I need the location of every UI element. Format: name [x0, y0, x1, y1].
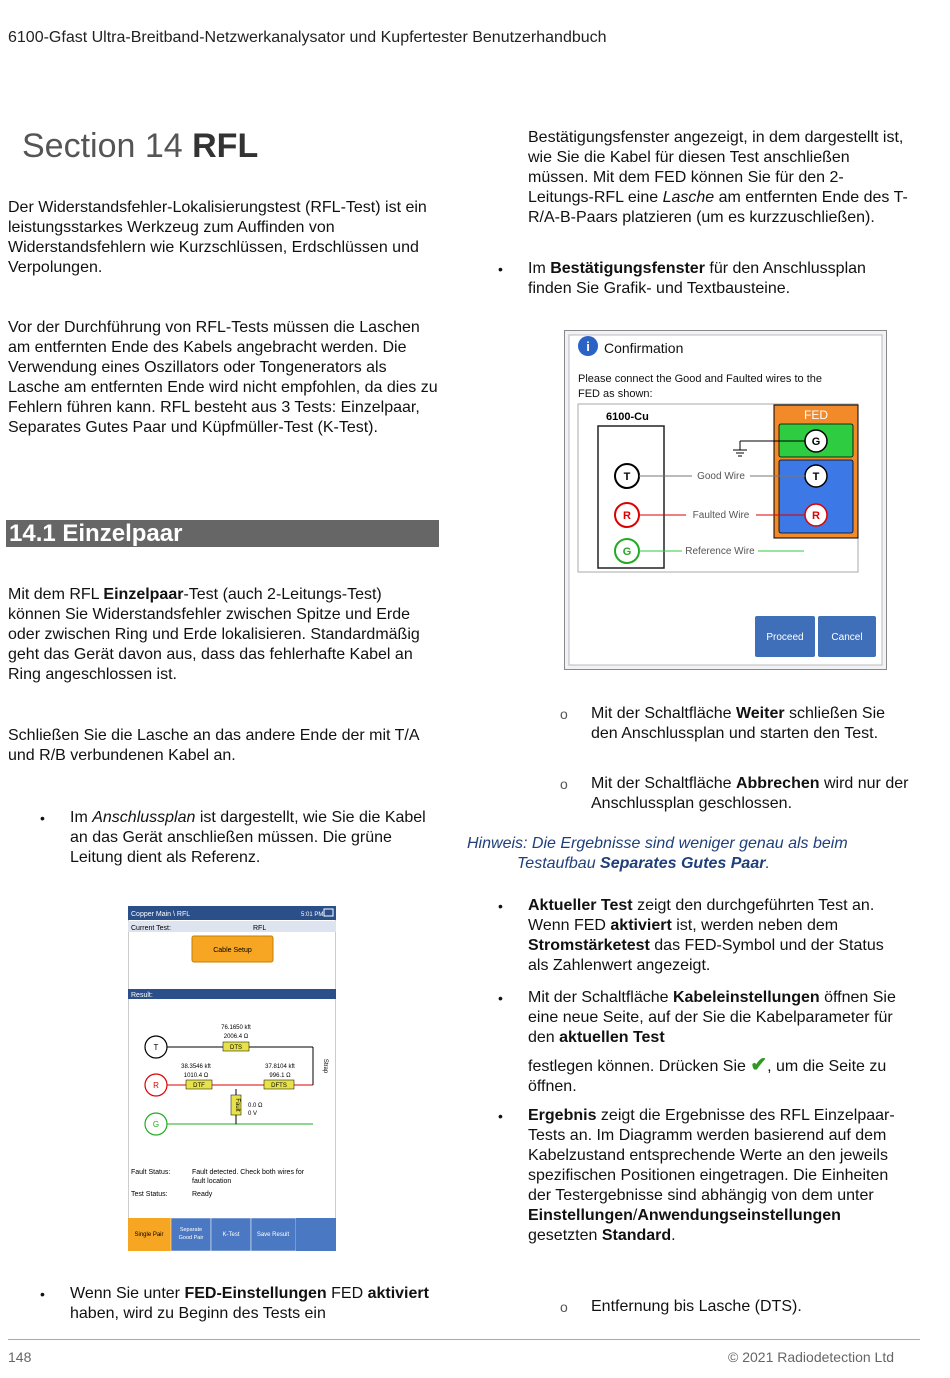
svg-text:R: R: [153, 1081, 159, 1090]
fed-label: FED: [804, 408, 828, 422]
bullet-confirmation-window: Im Bestätigungsfenster für den Anschlussplan finden Sie Grafik- und Textbausteine.: [528, 260, 866, 297]
bullet-current-test: Aktueller Test zeigt den durchgeführten Test an. Wenn FED aktiviert ist, werden neben dem Stromstärketest das FED-Symbol und der Status als Zahlenwert angezeigt.: [528, 897, 884, 974]
svg-text:0 V: 0 V: [248, 1111, 258, 1117]
svg-text:i: i: [586, 339, 590, 354]
svg-text:37.8104 kft: 37.8104 kft: [265, 1064, 295, 1070]
bullet-glyph: •: [498, 990, 503, 1006]
sub-bullet-glyph: o: [560, 706, 568, 722]
section-title: [22, 126, 258, 166]
test-status-value: Ready: [192, 1191, 213, 1198]
strap-paragraph: Schließen Sie die Lasche an das andere Ende der mit T/A und R/B verbundenen Kabel an.: [8, 727, 419, 764]
sub-bullet-dts: Entfernung bis Lasche (DTS).: [591, 1298, 802, 1315]
bullet-glyph: •: [498, 1108, 503, 1124]
svg-text:2006.4 Ω: 2006.4 Ω: [223, 1034, 249, 1040]
svg-text:76.1650 kft: 76.1650 kft: [221, 1025, 251, 1031]
bullet-cable-settings: Mit der Schaltfläche Kabeleinstellungen öffnen Sie eine neue Seite, auf der Sie die Kabelparameter für den aktuellen Test: [528, 989, 896, 1046]
svg-text:T: T: [153, 1043, 159, 1052]
bullet-fed-settings: Wenn Sie unter FED-Einstellungen FED aktiviert haben, wird zu Beginn des Tests ein: [70, 1285, 429, 1322]
bullet-glyph: •: [40, 1286, 45, 1302]
note-line-1: Hinweis: Die Ergebnisse sind weniger genau als beim: [467, 835, 848, 852]
bullet-glyph: •: [40, 810, 45, 826]
fault-status-label: Fault Status:: [131, 1169, 171, 1176]
good-wire-label: Good Wire: [697, 471, 745, 482]
bullet-glyph: •: [498, 898, 503, 914]
intro-paragraph: Der Widerstandsfehler-Lokalisierungstest (RFL-Test) ist ein leistungsstarkes Werkzeug zum Auffinden von Widerstandsfehlern wie Kurzschlüssen, Erdschlüssen und Verpolungen.: [8, 199, 427, 276]
svg-text:Fault: Fault: [234, 1098, 240, 1112]
svg-text:DTS: DTS: [230, 1045, 242, 1051]
test-status-label: Test Status:: [131, 1191, 168, 1198]
check-icon: ✔: [750, 1054, 768, 1076]
svg-text:Save Result: Save Result: [256, 1232, 290, 1238]
svg-text:FED as shown:: FED as shown:: [578, 388, 653, 400]
page-number: 148: [8, 1349, 32, 1365]
single-pair-paragraph: Mit dem RFL Einzelpaar-Test (auch 2-Leitungs-Test) können Sie Widerstandsfehler zwischen Spitze und Erde oder zwischen Ring und Erde lokalisieren. Standardmäßig geht das Gerät davon aus, dass das fehlerhafte Kabel an Ring angeschlossen ist.: [8, 586, 420, 683]
svg-text:DFTS: DFTS: [271, 1083, 287, 1089]
svg-text:R: R: [623, 510, 631, 522]
svg-text:0.0 Ω: 0.0 Ω: [248, 1103, 263, 1109]
svg-text:Good Pair: Good Pair: [178, 1235, 204, 1241]
device-label: 6100-Cu: [606, 411, 649, 423]
dialog-message: Please connect the Good and Faulted wires to the: [578, 373, 822, 385]
svg-text:K-Test: K-Test: [222, 1232, 240, 1238]
bullet-connection-plan: Im Anschlussplan ist dargestellt, wie Sie die Kabel an das Gerät anschließen müssen. Die grüne Leitung dient als Referenz.: [70, 809, 426, 866]
section-name: RFL: [192, 127, 259, 165]
svg-text:fault location: fault location: [192, 1178, 232, 1185]
svg-text:996.1 Ω: 996.1 Ω: [269, 1073, 291, 1079]
note-line-2: Testaufbau Separates Gutes Paar.: [517, 855, 770, 872]
svg-text:38.3546 kft: 38.3546 kft: [181, 1064, 211, 1070]
fault-status-value: Fault detected. Check both wires for: [192, 1169, 305, 1176]
faulted-wire-label: Faulted Wire: [692, 510, 750, 521]
svg-text:Separate: Separate: [179, 1227, 203, 1233]
svg-text:G: G: [152, 1120, 160, 1129]
svg-text:T: T: [812, 471, 820, 483]
svg-text:Cancel: Cancel: [831, 632, 863, 643]
fed-confirmation-paragraph: Bestätigungsfenster angezeigt, in dem dargestellt ist, wie Sie die Kabel für diesen Test anschließen müssen. Mit dem FED können Sie für den 2-Leitungs-RFL eine Lasche am entfernten Ende des T-R/A-B-Paars platzieren (um es kurzzuschließen).: [528, 129, 908, 226]
confirmation-dialog-screenshot: [564, 330, 887, 670]
sub-bullet-glyph: o: [560, 1299, 568, 1315]
copyright: © 2021 Radiodetection Ltd: [728, 1349, 894, 1365]
document-header: 6100-Gfast Ultra-Breitband-Netzwerkanalysator und Kupfertester Benutzerhandbuch: [8, 29, 607, 46]
svg-text:Proceed: Proceed: [766, 632, 804, 643]
cable-settings-continued: festlegen können. Drücken Sie ✔, um die Seite zu öffnen.: [528, 1054, 887, 1095]
svg-text:Single Pair: Single Pair: [134, 1232, 164, 1238]
footer-divider: [8, 1339, 920, 1340]
result-label: Result:: [131, 992, 153, 999]
cable-setup-label: Cable Setup: [213, 947, 252, 954]
svg-text:G: G: [622, 546, 632, 558]
prerequisite-paragraph: Vor der Durchführung von RFL-Tests müssen die Laschen am entfernten Ende des Kabels angebracht werden. Die Verwendung eines Oszillators oder Tongenerators als Lasche am entfernten Ende wird nicht empfohlen, da dies zu Fehlern führen kann. RFL besteht aus 3 Tests: Einzelpaar, Separates Gutes Paar und Küpfmüller-Test (K-Test).: [8, 319, 438, 436]
screen-title: Copper Main \ RFL: [131, 911, 191, 918]
current-test-label: Current Test:: [131, 925, 171, 932]
bullet-glyph: •: [498, 261, 503, 277]
svg-text:G: G: [811, 436, 821, 448]
rfl-device-screenshot: [128, 906, 336, 1251]
sub-bullet-glyph: o: [560, 776, 568, 792]
subsection-heading: 14.1 Einzelpaar: [6, 520, 439, 547]
sub-bullet-cancel: Mit der Schaltfläche Abbrechen wird nur der Anschlussplan geschlossen.: [591, 775, 909, 812]
reference-wire-label: Reference Wire: [685, 546, 755, 557]
svg-text:DTF: DTF: [193, 1083, 205, 1089]
svg-text:T: T: [623, 471, 631, 483]
section-prefix: Section 14: [22, 127, 193, 165]
screen-time: 5:01 PM: [301, 912, 324, 918]
dialog-title: Confirmation: [604, 340, 684, 356]
current-test-value: RFL: [253, 925, 267, 932]
sub-bullet-proceed: Mit der Schaltfläche Weiter schließen Sie den Anschlussplan und starten den Test.: [591, 705, 886, 742]
bullet-result: Ergebnis zeigt die Ergebnisse des RFL Einzelpaar-Tests an. Im Diagramm werden basierend auf dem Kabelzustand entsprechende Werte an den jeweils spezifischen Positionen eingetragen. Die Einheiten der Testergebnisse sind abhängig von dem unter Einstellungen/Anwendungseinstellungen gesetzten Standard.: [528, 1107, 895, 1244]
svg-text:1010.4 Ω: 1010.4 Ω: [183, 1073, 209, 1079]
strap-label: Strap: [322, 1058, 328, 1074]
svg-text:R: R: [812, 510, 820, 522]
